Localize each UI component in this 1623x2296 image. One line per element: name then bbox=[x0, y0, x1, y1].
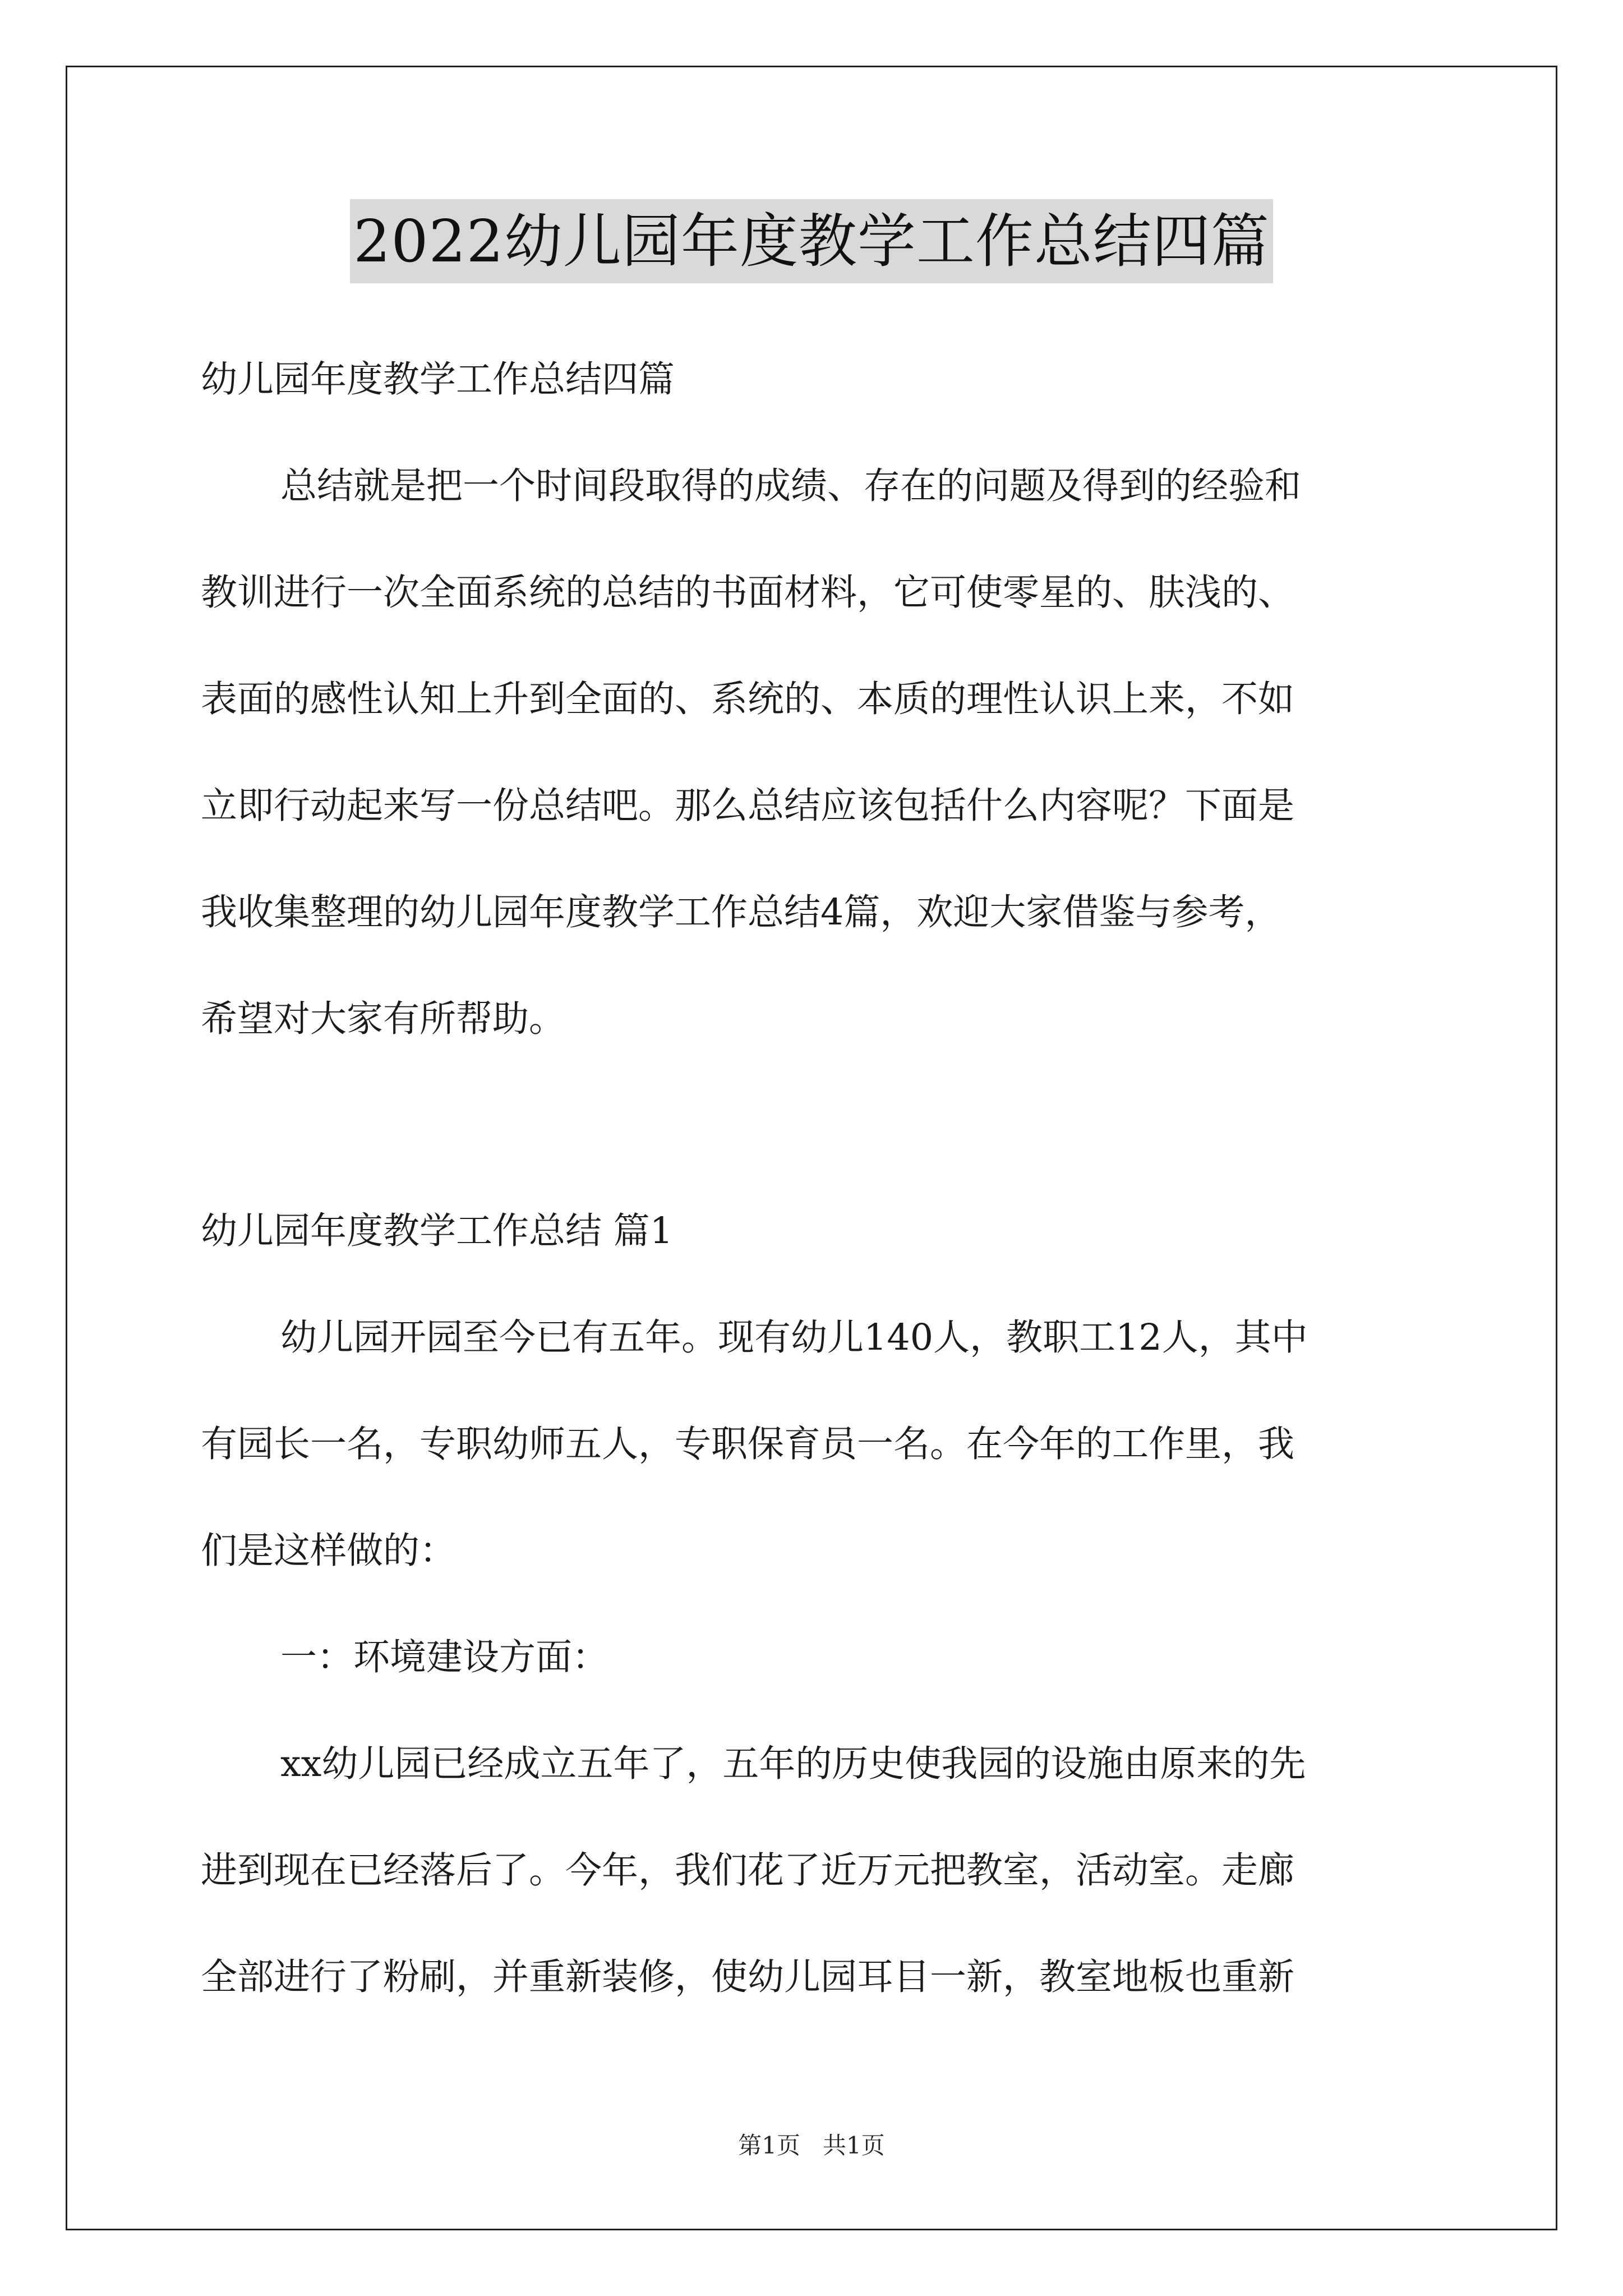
section-line: 有园长一名，专职幼师五人，专职保育员一名。在今年的工作里，我 bbox=[201, 1423, 1295, 1465]
section-line: 幼儿园开园至今已有五年。现有幼儿140人，教职工12人，其中 bbox=[280, 1317, 1308, 1359]
section-line: 们是这样做的： bbox=[201, 1530, 457, 1572]
section-line: 一：环境建设方面： bbox=[280, 1636, 609, 1678]
page-footer: 第1页 共1页 bbox=[738, 2132, 885, 2159]
intro-line: 表面的感性认知上升到全面的、系统的、本质的理性认识上来，不如 bbox=[201, 678, 1295, 720]
section-line: 进到现在已经落后了。今年，我们花了近万元把教室，活动室。走廊 bbox=[201, 1849, 1295, 1892]
title-wrap bbox=[0, 199, 1623, 283]
intro-line: 总结就是把一个时间段取得的成绩、存在的问题及得到的经验和 bbox=[280, 465, 1302, 507]
intro-line: 希望对大家有所帮助。 bbox=[201, 998, 566, 1040]
intro-line: 教训进行一次全面系统的总结的书面材料，它可使零星的、肤浅的、 bbox=[201, 572, 1295, 614]
intro-line: 我收集整理的幼儿园年度教学工作总结4篇，欢迎大家借鉴与参考， bbox=[201, 891, 1281, 933]
section-line: xx幼儿园已经成立五年了，五年的历史使我园的设施由原来的先 bbox=[280, 1743, 1306, 1785]
section-heading: 幼儿园年度教学工作总结 篇1 bbox=[201, 1210, 674, 1252]
section-line: 全部进行了粉刷，并重新装修，使幼儿园耳目一新，教室地板也重新 bbox=[201, 1956, 1295, 1998]
document-subtitle: 幼儿园年度教学工作总结四篇 bbox=[201, 358, 675, 401]
document-title: 2022幼儿园年度教学工作总结四篇 bbox=[350, 199, 1273, 283]
intro-line: 立即行动起来写一份总结吧。那么总结应该包括什么内容呢？下面是 bbox=[201, 785, 1295, 827]
